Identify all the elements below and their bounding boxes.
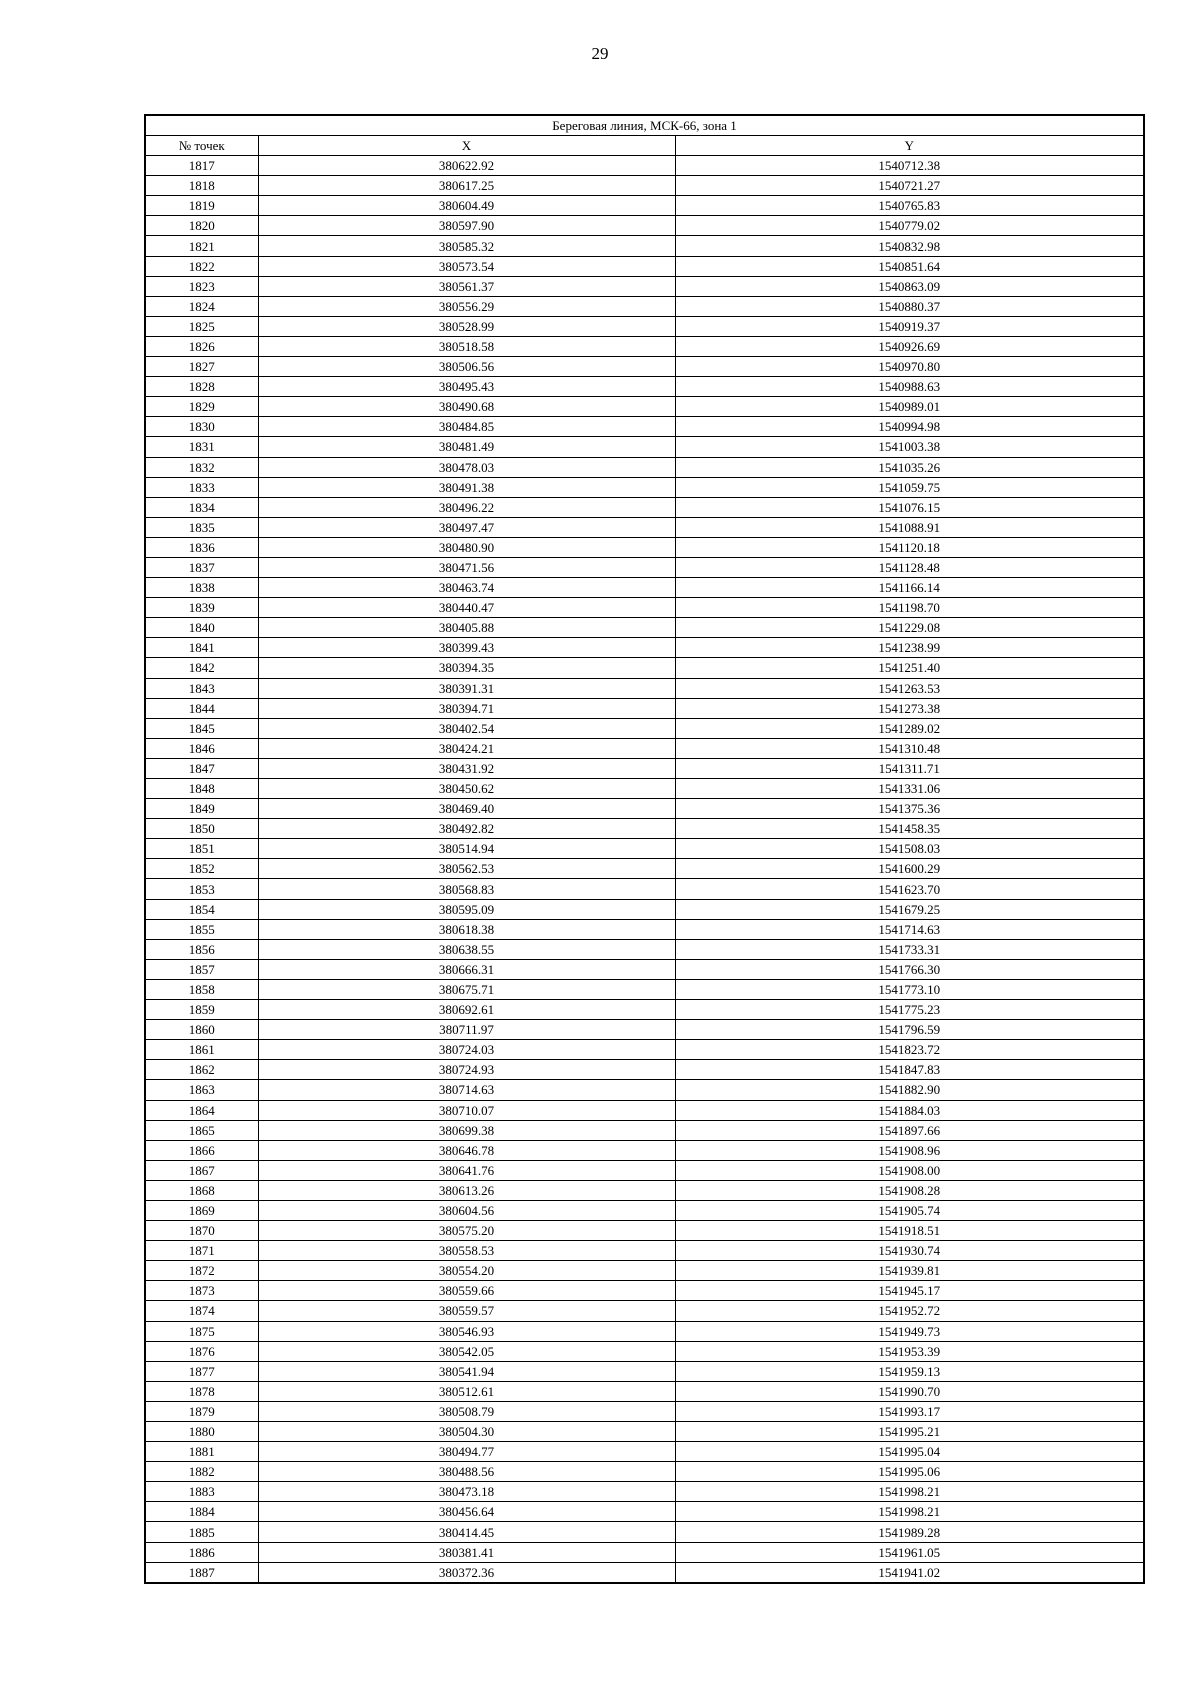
table-row xyxy=(145,738,1144,758)
x-cell: 380399.43 xyxy=(258,638,675,658)
table-row xyxy=(145,417,1144,437)
point-number-cell: 1862 xyxy=(145,1060,258,1080)
y-cell: 1541310.48 xyxy=(675,738,1144,758)
point-number-cell: 1823 xyxy=(145,276,258,296)
point-number-cell: 1876 xyxy=(145,1341,258,1361)
y-cell: 1541714.63 xyxy=(675,919,1144,939)
table-row xyxy=(145,216,1144,236)
table-row xyxy=(145,1200,1144,1220)
point-number-cell: 1827 xyxy=(145,357,258,377)
point-number-cell: 1830 xyxy=(145,417,258,437)
point-number-cell: 1831 xyxy=(145,437,258,457)
x-cell: 380471.56 xyxy=(258,557,675,577)
point-number-cell: 1826 xyxy=(145,336,258,356)
x-cell: 380488.56 xyxy=(258,1462,675,1482)
table-row xyxy=(145,477,1144,497)
point-number-cell: 1857 xyxy=(145,959,258,979)
y-cell: 1541930.74 xyxy=(675,1241,1144,1261)
table-row xyxy=(145,537,1144,557)
point-number-cell: 1828 xyxy=(145,377,258,397)
point-number-cell: 1882 xyxy=(145,1462,258,1482)
point-number-cell: 1833 xyxy=(145,477,258,497)
y-cell: 1541120.18 xyxy=(675,537,1144,557)
x-cell: 380450.62 xyxy=(258,779,675,799)
point-number-cell: 1881 xyxy=(145,1442,258,1462)
y-cell: 1541918.51 xyxy=(675,1221,1144,1241)
x-cell: 380597.90 xyxy=(258,216,675,236)
point-number-cell: 1859 xyxy=(145,1000,258,1020)
table-row xyxy=(145,1482,1144,1502)
table-row xyxy=(145,1120,1144,1140)
x-cell: 380405.88 xyxy=(258,618,675,638)
point-number-cell: 1839 xyxy=(145,598,258,618)
x-cell: 380490.68 xyxy=(258,397,675,417)
table-row xyxy=(145,1040,1144,1060)
table-row xyxy=(145,879,1144,899)
table-row xyxy=(145,1221,1144,1241)
y-cell: 1540765.83 xyxy=(675,196,1144,216)
y-cell: 1541733.31 xyxy=(675,939,1144,959)
table-row xyxy=(145,1562,1144,1583)
point-number-cell: 1844 xyxy=(145,698,258,718)
x-cell: 380496.22 xyxy=(258,497,675,517)
table-row xyxy=(145,638,1144,658)
table-row xyxy=(145,859,1144,879)
point-number-cell: 1821 xyxy=(145,236,258,256)
y-cell: 1541076.15 xyxy=(675,497,1144,517)
x-cell: 380469.40 xyxy=(258,799,675,819)
table-row xyxy=(145,939,1144,959)
x-cell: 380568.83 xyxy=(258,879,675,899)
point-number-cell: 1834 xyxy=(145,497,258,517)
point-number-cell: 1820 xyxy=(145,216,258,236)
x-cell: 380424.21 xyxy=(258,738,675,758)
x-cell: 380508.79 xyxy=(258,1401,675,1421)
y-cell: 1541949.73 xyxy=(675,1321,1144,1341)
y-cell: 1540994.98 xyxy=(675,417,1144,437)
table-row xyxy=(145,1522,1144,1542)
x-cell: 380692.61 xyxy=(258,1000,675,1020)
header-y: Y xyxy=(675,136,1144,156)
point-number-cell: 1854 xyxy=(145,899,258,919)
x-cell: 380512.61 xyxy=(258,1381,675,1401)
table-row xyxy=(145,357,1144,377)
y-cell: 1541908.28 xyxy=(675,1180,1144,1200)
table-row xyxy=(145,236,1144,256)
y-cell: 1541989.28 xyxy=(675,1522,1144,1542)
table-row xyxy=(145,557,1144,577)
y-cell: 1541993.17 xyxy=(675,1401,1144,1421)
x-cell: 380480.90 xyxy=(258,537,675,557)
y-cell: 1540926.69 xyxy=(675,336,1144,356)
point-number-cell: 1868 xyxy=(145,1180,258,1200)
x-cell: 380666.31 xyxy=(258,959,675,979)
y-cell: 1540863.09 xyxy=(675,276,1144,296)
x-cell: 380585.32 xyxy=(258,236,675,256)
table-row xyxy=(145,1301,1144,1321)
x-cell: 380394.35 xyxy=(258,658,675,678)
table-row xyxy=(145,979,1144,999)
point-number-cell: 1880 xyxy=(145,1422,258,1442)
table-row xyxy=(145,779,1144,799)
point-number-cell: 1842 xyxy=(145,658,258,678)
table-row xyxy=(145,799,1144,819)
table-row xyxy=(145,1100,1144,1120)
y-cell: 1541088.91 xyxy=(675,517,1144,537)
x-cell: 380402.54 xyxy=(258,718,675,738)
x-cell: 380675.71 xyxy=(258,979,675,999)
x-cell: 380710.07 xyxy=(258,1100,675,1120)
y-cell: 1541995.06 xyxy=(675,1462,1144,1482)
y-cell: 1541995.21 xyxy=(675,1422,1144,1442)
point-number-cell: 1858 xyxy=(145,979,258,999)
x-cell: 380456.64 xyxy=(258,1502,675,1522)
table-row xyxy=(145,437,1144,457)
table-row xyxy=(145,196,1144,216)
y-cell: 1540712.38 xyxy=(675,156,1144,176)
x-cell: 380463.74 xyxy=(258,578,675,598)
y-cell: 1540851.64 xyxy=(675,256,1144,276)
point-number-cell: 1829 xyxy=(145,397,258,417)
x-cell: 380554.20 xyxy=(258,1261,675,1281)
table-row xyxy=(145,1140,1144,1160)
point-number-cell: 1822 xyxy=(145,256,258,276)
table-row xyxy=(145,176,1144,196)
x-cell: 380641.76 xyxy=(258,1160,675,1180)
point-number-cell: 1877 xyxy=(145,1361,258,1381)
coordinates-table xyxy=(144,114,1145,1584)
table-body xyxy=(145,156,1144,1583)
point-number-cell: 1886 xyxy=(145,1542,258,1562)
point-number-cell: 1824 xyxy=(145,296,258,316)
x-cell: 380613.26 xyxy=(258,1180,675,1200)
point-number-cell: 1847 xyxy=(145,758,258,778)
table-row xyxy=(145,899,1144,919)
point-number-cell: 1885 xyxy=(145,1522,258,1542)
x-cell: 380481.49 xyxy=(258,437,675,457)
point-number-cell: 1817 xyxy=(145,156,258,176)
y-cell: 1541059.75 xyxy=(675,477,1144,497)
point-number-cell: 1866 xyxy=(145,1140,258,1160)
point-number-cell: 1864 xyxy=(145,1100,258,1120)
x-cell: 380381.41 xyxy=(258,1542,675,1562)
table-row xyxy=(145,658,1144,678)
x-cell: 380514.94 xyxy=(258,839,675,859)
x-cell: 380559.66 xyxy=(258,1281,675,1301)
x-cell: 380604.56 xyxy=(258,1200,675,1220)
x-cell: 380618.38 xyxy=(258,919,675,939)
point-number-cell: 1825 xyxy=(145,316,258,336)
point-number-cell: 1879 xyxy=(145,1401,258,1421)
table-row xyxy=(145,276,1144,296)
y-cell: 1541796.59 xyxy=(675,1020,1144,1040)
y-cell: 1541331.06 xyxy=(675,779,1144,799)
table-row xyxy=(145,1502,1144,1522)
x-cell: 380491.38 xyxy=(258,477,675,497)
point-number-cell: 1837 xyxy=(145,557,258,577)
y-cell: 1541905.74 xyxy=(675,1200,1144,1220)
point-number-cell: 1846 xyxy=(145,738,258,758)
x-cell: 380495.43 xyxy=(258,377,675,397)
table-row xyxy=(145,1442,1144,1462)
y-cell: 1540989.01 xyxy=(675,397,1144,417)
y-cell: 1541273.38 xyxy=(675,698,1144,718)
y-cell: 1541198.70 xyxy=(675,598,1144,618)
point-number-cell: 1870 xyxy=(145,1221,258,1241)
point-number-cell: 1872 xyxy=(145,1261,258,1281)
table-row xyxy=(145,698,1144,718)
x-cell: 380372.36 xyxy=(258,1562,675,1583)
x-cell: 380431.92 xyxy=(258,758,675,778)
table-row xyxy=(145,1422,1144,1442)
point-number-cell: 1867 xyxy=(145,1160,258,1180)
y-cell: 1541128.48 xyxy=(675,557,1144,577)
x-cell: 380414.45 xyxy=(258,1522,675,1542)
table-row xyxy=(145,1241,1144,1261)
point-number-cell: 1848 xyxy=(145,779,258,799)
y-cell: 1541775.23 xyxy=(675,1000,1144,1020)
x-cell: 380473.18 xyxy=(258,1482,675,1502)
y-cell: 1540970.80 xyxy=(675,357,1144,377)
y-cell: 1541908.00 xyxy=(675,1160,1144,1180)
table-row xyxy=(145,839,1144,859)
y-cell: 1540721.27 xyxy=(675,176,1144,196)
y-cell: 1541289.02 xyxy=(675,718,1144,738)
y-cell: 1541998.21 xyxy=(675,1502,1144,1522)
point-number-cell: 1855 xyxy=(145,919,258,939)
y-cell: 1541945.17 xyxy=(675,1281,1144,1301)
x-cell: 380494.77 xyxy=(258,1442,675,1462)
table-row xyxy=(145,598,1144,618)
table-row xyxy=(145,156,1144,176)
y-cell: 1541823.72 xyxy=(675,1040,1144,1060)
table-title-row xyxy=(145,115,1144,136)
x-cell: 380573.54 xyxy=(258,256,675,276)
y-cell: 1541229.08 xyxy=(675,618,1144,638)
x-cell: 380699.38 xyxy=(258,1120,675,1140)
y-cell: 1541458.35 xyxy=(675,819,1144,839)
table-row xyxy=(145,336,1144,356)
header-x: X xyxy=(258,136,675,156)
y-cell: 1541882.90 xyxy=(675,1080,1144,1100)
y-cell: 1541995.04 xyxy=(675,1442,1144,1462)
y-cell: 1541251.40 xyxy=(675,658,1144,678)
y-cell: 1541897.66 xyxy=(675,1120,1144,1140)
point-number-cell: 1869 xyxy=(145,1200,258,1220)
point-number-cell: 1852 xyxy=(145,859,258,879)
table-row xyxy=(145,1542,1144,1562)
table-row xyxy=(145,819,1144,839)
table-row xyxy=(145,377,1144,397)
x-cell: 380711.97 xyxy=(258,1020,675,1040)
table-row xyxy=(145,497,1144,517)
point-number-cell: 1819 xyxy=(145,196,258,216)
point-number-cell: 1832 xyxy=(145,457,258,477)
point-number-cell: 1856 xyxy=(145,939,258,959)
x-cell: 380546.93 xyxy=(258,1321,675,1341)
x-cell: 380478.03 xyxy=(258,457,675,477)
point-number-cell: 1835 xyxy=(145,517,258,537)
x-cell: 380646.78 xyxy=(258,1140,675,1160)
y-cell: 1541773.10 xyxy=(675,979,1144,999)
x-cell: 380724.93 xyxy=(258,1060,675,1080)
y-cell: 1541766.30 xyxy=(675,959,1144,979)
header-point-number: № точек xyxy=(145,136,258,156)
point-number-cell: 1853 xyxy=(145,879,258,899)
point-number-cell: 1851 xyxy=(145,839,258,859)
table-row xyxy=(145,457,1144,477)
point-number-cell: 1845 xyxy=(145,718,258,738)
table-row xyxy=(145,1000,1144,1020)
table-row xyxy=(145,678,1144,698)
table-row xyxy=(145,959,1144,979)
table-row xyxy=(145,256,1144,276)
point-number-cell: 1873 xyxy=(145,1281,258,1301)
table-row xyxy=(145,296,1144,316)
y-cell: 1541961.05 xyxy=(675,1542,1144,1562)
table-row xyxy=(145,1321,1144,1341)
table-row xyxy=(145,1341,1144,1361)
x-cell: 380559.57 xyxy=(258,1301,675,1321)
x-cell: 380724.03 xyxy=(258,1040,675,1060)
x-cell: 380556.29 xyxy=(258,296,675,316)
y-cell: 1541600.29 xyxy=(675,859,1144,879)
point-number-cell: 1883 xyxy=(145,1482,258,1502)
y-cell: 1541311.71 xyxy=(675,758,1144,778)
y-cell: 1541990.70 xyxy=(675,1381,1144,1401)
table-row xyxy=(145,1160,1144,1180)
x-cell: 380484.85 xyxy=(258,417,675,437)
point-number-cell: 1865 xyxy=(145,1120,258,1140)
x-cell: 380617.25 xyxy=(258,176,675,196)
point-number-cell: 1874 xyxy=(145,1301,258,1321)
y-cell: 1541679.25 xyxy=(675,899,1144,919)
y-cell: 1541998.21 xyxy=(675,1482,1144,1502)
y-cell: 1541953.39 xyxy=(675,1341,1144,1361)
table-row xyxy=(145,1060,1144,1080)
table-row xyxy=(145,919,1144,939)
point-number-cell: 1838 xyxy=(145,578,258,598)
y-cell: 1541959.13 xyxy=(675,1361,1144,1381)
x-cell: 380562.53 xyxy=(258,859,675,879)
table-row xyxy=(145,1361,1144,1381)
point-number-cell: 1871 xyxy=(145,1241,258,1261)
table-row xyxy=(145,1462,1144,1482)
x-cell: 380638.55 xyxy=(258,939,675,959)
point-number-cell: 1818 xyxy=(145,176,258,196)
table-row xyxy=(145,1261,1144,1281)
y-cell: 1541166.14 xyxy=(675,578,1144,598)
y-cell: 1541952.72 xyxy=(675,1301,1144,1321)
y-cell: 1541035.26 xyxy=(675,457,1144,477)
table-row xyxy=(145,1180,1144,1200)
x-cell: 380504.30 xyxy=(258,1422,675,1442)
y-cell: 1540919.37 xyxy=(675,316,1144,336)
y-cell: 1541003.38 xyxy=(675,437,1144,457)
table-row xyxy=(145,1401,1144,1421)
point-number-cell: 1887 xyxy=(145,1562,258,1583)
y-cell: 1540832.98 xyxy=(675,236,1144,256)
y-cell: 1540880.37 xyxy=(675,296,1144,316)
x-cell: 380622.92 xyxy=(258,156,675,176)
table-row xyxy=(145,1020,1144,1040)
point-number-cell: 1841 xyxy=(145,638,258,658)
y-cell: 1541263.53 xyxy=(675,678,1144,698)
x-cell: 380575.20 xyxy=(258,1221,675,1241)
table-row xyxy=(145,1381,1144,1401)
x-cell: 380440.47 xyxy=(258,598,675,618)
x-cell: 380541.94 xyxy=(258,1361,675,1381)
table-row xyxy=(145,718,1144,738)
point-number-cell: 1843 xyxy=(145,678,258,698)
table-row xyxy=(145,1281,1144,1301)
table-row xyxy=(145,316,1144,336)
page-number: 29 xyxy=(591,44,609,63)
point-number-cell: 1849 xyxy=(145,799,258,819)
x-cell: 380492.82 xyxy=(258,819,675,839)
x-cell: 380558.53 xyxy=(258,1241,675,1261)
y-cell: 1541238.99 xyxy=(675,638,1144,658)
x-cell: 380518.58 xyxy=(258,336,675,356)
table-row xyxy=(145,758,1144,778)
y-cell: 1541508.03 xyxy=(675,839,1144,859)
table-row xyxy=(145,578,1144,598)
y-cell: 1541623.70 xyxy=(675,879,1144,899)
x-cell: 380506.56 xyxy=(258,357,675,377)
point-number-cell: 1850 xyxy=(145,819,258,839)
y-cell: 1541908.96 xyxy=(675,1140,1144,1160)
point-number-cell: 1861 xyxy=(145,1040,258,1060)
table-row xyxy=(145,397,1144,417)
y-cell: 1541375.36 xyxy=(675,799,1144,819)
y-cell: 1541941.02 xyxy=(675,1562,1144,1583)
table-row xyxy=(145,517,1144,537)
point-number-cell: 1878 xyxy=(145,1381,258,1401)
table-header-row xyxy=(145,136,1144,156)
table-row xyxy=(145,1080,1144,1100)
y-cell: 1541847.83 xyxy=(675,1060,1144,1080)
y-cell: 1541939.81 xyxy=(675,1261,1144,1281)
point-number-cell: 1840 xyxy=(145,618,258,638)
y-cell: 1540988.63 xyxy=(675,377,1144,397)
x-cell: 380561.37 xyxy=(258,276,675,296)
table-row xyxy=(145,618,1144,638)
point-number-cell: 1884 xyxy=(145,1502,258,1522)
x-cell: 380542.05 xyxy=(258,1341,675,1361)
x-cell: 380391.31 xyxy=(258,678,675,698)
y-cell: 1540779.02 xyxy=(675,216,1144,236)
point-number-cell: 1836 xyxy=(145,537,258,557)
x-cell: 380497.47 xyxy=(258,517,675,537)
y-cell: 1541884.03 xyxy=(675,1100,1144,1120)
point-number-cell: 1875 xyxy=(145,1321,258,1341)
point-number-cell: 1863 xyxy=(145,1080,258,1100)
point-number-cell: 1860 xyxy=(145,1020,258,1040)
x-cell: 380714.63 xyxy=(258,1080,675,1100)
x-cell: 380528.99 xyxy=(258,316,675,336)
table-title: Береговая линия, МСК-66, зона 1 xyxy=(145,115,1144,136)
x-cell: 380394.71 xyxy=(258,698,675,718)
x-cell: 380595.09 xyxy=(258,899,675,919)
x-cell: 380604.49 xyxy=(258,196,675,216)
